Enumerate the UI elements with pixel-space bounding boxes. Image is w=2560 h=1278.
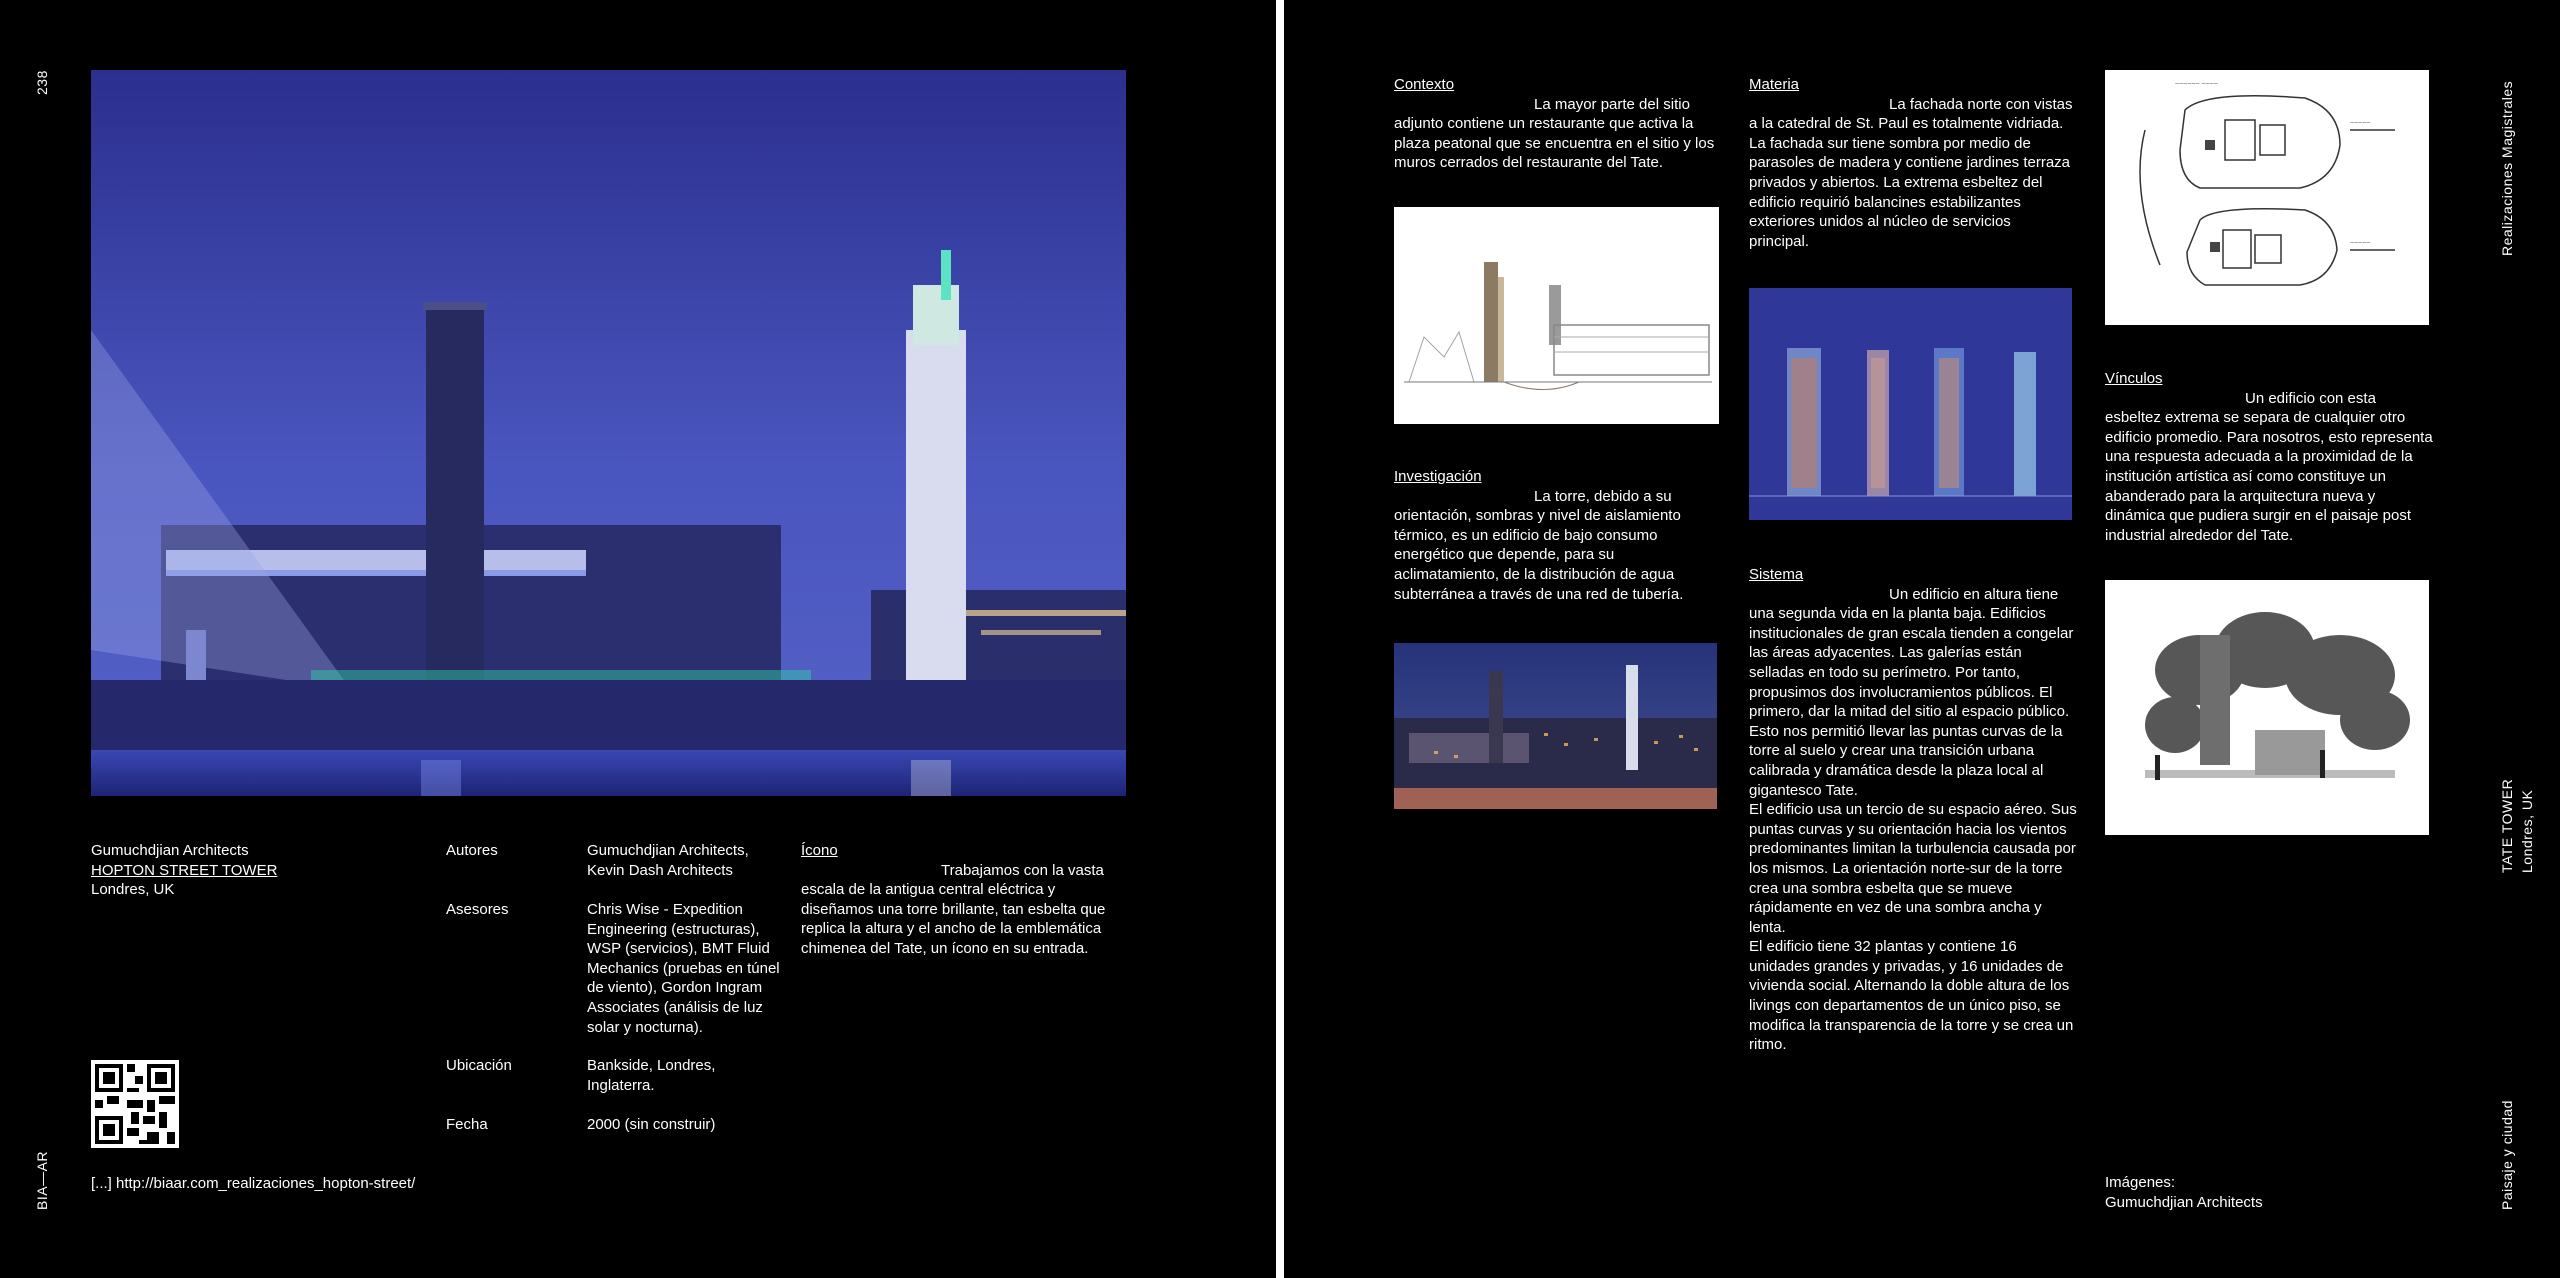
icono-text: Trabajamos con la vasta escala de la antigua central eléctrica y diseñamos una torre brillante, tan esbelta que replica la altura y el ancho de la emblemática chimenea del Tate, un ícono en su entrada. bbox=[801, 861, 1106, 957]
sistema-heading: Sistema bbox=[1749, 566, 1804, 583]
hero-photo bbox=[91, 70, 1126, 796]
svg-text:~~~~~: ~~~~~ bbox=[2350, 120, 2371, 127]
qr-code[interactable] bbox=[91, 1060, 179, 1148]
vinculos-heading: Vínculos bbox=[2105, 370, 2163, 387]
night-skyline-illustration bbox=[1394, 643, 1717, 809]
elevation-drawing-illustration bbox=[1394, 207, 1719, 424]
credit-label-autores: Autores bbox=[446, 842, 498, 859]
credit-value-ubicacion: Bankside, Londres, Inglaterra. bbox=[587, 1057, 716, 1094]
credit-value-autores: Gumuchdjian Architects, Kevin Dash Architects bbox=[587, 842, 749, 879]
floor-plan-sketch bbox=[2105, 70, 2429, 325]
street-sketch-illustration bbox=[2105, 580, 2429, 835]
night-skyline-photo bbox=[1394, 643, 1717, 809]
contexto-text: La mayor parte del sitio adjunto contiene un restaurante que activa la plaza peatonal que se encuentra en el sitio y los muros cerrados del restaurante del Tate. bbox=[1394, 95, 1715, 172]
project-link[interactable]: [...] http://biaar.com_realizaciones_hopton-street/ bbox=[91, 1175, 416, 1192]
street-sketch bbox=[2105, 580, 2429, 835]
investigacion-heading: Investigación bbox=[1394, 468, 1482, 485]
credit-value-fecha: 2000 (sin construir) bbox=[587, 1116, 716, 1133]
section-label-bottom: Paisaje y ciudad bbox=[2499, 1100, 2515, 1210]
page-gutter bbox=[1276, 0, 1284, 1278]
project-info bbox=[91, 841, 391, 900]
project-city: Londres, UK bbox=[91, 881, 175, 899]
sistema-section bbox=[1749, 565, 2079, 1055]
images-label: Imágenes: bbox=[2105, 1174, 2176, 1191]
svg-text:~~~~~: ~~~~~ bbox=[2350, 240, 2371, 247]
facade-elevations-illustration bbox=[1749, 288, 2072, 520]
icono-section bbox=[801, 841, 1126, 959]
svg-text:~~~~~~ ~~~~: ~~~~~~ ~~~~ bbox=[2175, 81, 2218, 88]
materia-heading: Materia bbox=[1749, 76, 1800, 93]
firm-name: Gumuchdjian Architects bbox=[91, 842, 249, 859]
section-label-london: Londres, UK bbox=[2519, 789, 2535, 873]
side-label: BIA—AR bbox=[34, 1150, 50, 1210]
project-title: HOPTON STREET TOWER bbox=[91, 861, 278, 879]
right-page bbox=[1284, 0, 2560, 1278]
sistema-text-2: El edificio usa un tercio de su espacio aéreo. Sus puntas curvas y su orientación hacia los vientos predominantes limitan la turbulencia causada por los mismos. La orientación norte-sur de la torre crea una sombra esbelta que se mueve rápidamente en vez de una sombra ancha y lenta. bbox=[1749, 801, 2077, 936]
facade-elevations bbox=[1749, 288, 2072, 520]
credit-label-fecha: Fecha bbox=[446, 1116, 488, 1133]
section-label-top: Realizaciones Magistrales bbox=[2499, 80, 2515, 256]
hero-photo-illustration bbox=[91, 70, 1126, 796]
credit-value-asesores: Chris Wise - Expedition Engineering (estructuras), WSP (servicios), BMT Fluid Mechanics (pruebas en túnel de viento), Gordon Ingram Associates (análisis de luz solar y nocturna). bbox=[587, 901, 780, 1036]
elevation-drawing bbox=[1394, 207, 1719, 424]
materia-section bbox=[1749, 75, 2074, 251]
vinculos-section bbox=[2105, 369, 2435, 545]
contexto-section bbox=[1394, 75, 1719, 173]
qr-code-icon bbox=[91, 1060, 179, 1148]
materia-text: La fachada norte con vistas a la catedral de St. Paul es totalmente vidriada. La fachada sur tiene sombra por medio de parasoles de madera y contiene jardines terraza privados y abiertos. La extrema esbeltez del edificio requirió balancines estabilizantes exteriores unidos al núcleo de servicios principal. bbox=[1749, 95, 2073, 250]
icono-heading: Ícono bbox=[801, 842, 838, 859]
sistema-text-1: Un edificio en altura tiene una segunda vida en la planta baja. Edificios institucionales de gran escala tienden a congelar las áreas adyacentes. Las galerías están selladas en todo su perímetro. Por tanto, propusimos dos involucramientos públicos. El primero, dar la mitad del sitio al espacio público. Esto nos permitió llevar las puntas curvas de la torre al suelo y crear una transición urbana calibrada y dramática desde la plaza local al gigantesco Tate. bbox=[1749, 585, 2074, 799]
page-number: 238 bbox=[34, 70, 50, 95]
section-label-tate: TATE TOWER bbox=[2499, 778, 2515, 873]
investigacion-section bbox=[1394, 467, 1719, 604]
left-page bbox=[0, 0, 1276, 1278]
images-credit-name: Gumuchdjian Architects bbox=[2105, 1193, 2263, 1211]
images-credit bbox=[2105, 1173, 2305, 1212]
contexto-heading: Contexto bbox=[1394, 76, 1455, 93]
floor-plan-sketch-illustration bbox=[2105, 70, 2429, 325]
sistema-text-3: El edificio tiene 32 plantas y contiene 16 unidades grandes y privadas, y 16 unidades de vivienda social. Alternando la doble altura de los livings con departamentos de un único piso, se modifica la transparencia de la torre y se crea un ritmo. bbox=[1749, 938, 2074, 1054]
investigacion-text: La torre, debido a su orientación, sombras y nivel de aislamiento térmico, es un edificio de bajo consumo energético que depende, para su aclimatamiento, de la distribución de agua subterránea a través de una red de tubería. bbox=[1394, 487, 1684, 603]
credit-label-asesores: Asesores bbox=[446, 901, 509, 918]
credit-label-ubicacion: Ubicación bbox=[446, 1057, 512, 1074]
vinculos-text: Un edificio con esta esbeltez extrema se separa de cualquier otro edificio promedio. Para nosotros, esto representa una respuesta adecuada a la proximidad de la institución artística así como constituye un abanderado para la arquitectura nueva y dinámica que pudiera surgir en el paisaje post industrial alrededor del Tate. bbox=[2105, 389, 2433, 544]
